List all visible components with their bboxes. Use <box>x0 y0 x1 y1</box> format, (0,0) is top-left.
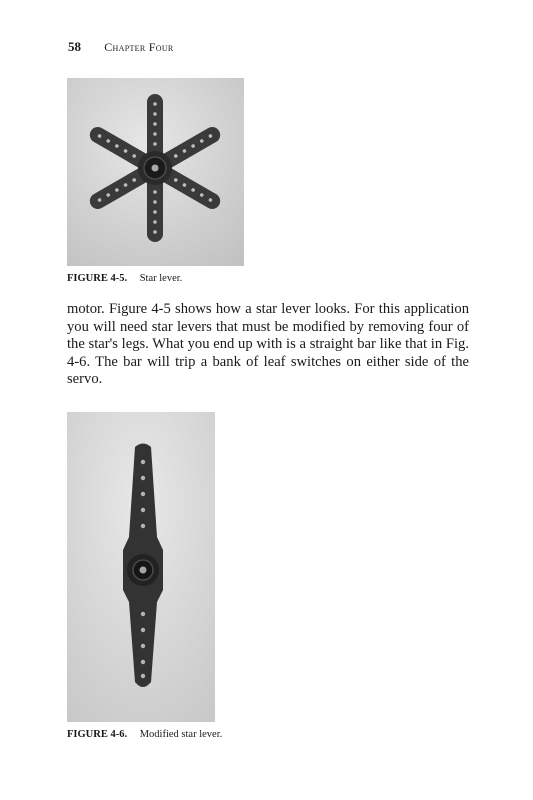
modified-star-lever-photo <box>67 412 215 722</box>
body-paragraph: motor. Figure 4-5 shows how a star lever looks. For this application you will need star levers that must be modified by removing four of the star's legs. What you end up with is a straight bar like that in Fig. 4-6. The bar will trip a bank of leaf switches on either side of the servo. <box>67 301 469 387</box>
figure-label: FIGURE 4-5. <box>67 273 128 284</box>
figure-caption-text: Star lever. <box>139 273 183 284</box>
star-lever-photo <box>67 78 244 266</box>
chapter-title: Chapter Four <box>104 40 174 54</box>
page-number: 58 <box>68 39 81 54</box>
figure-label: FIGURE 4-6. <box>67 729 128 740</box>
running-header <box>68 39 174 55</box>
figure-4-5-caption <box>67 273 182 284</box>
figure-4-6-caption <box>67 729 222 740</box>
figure-caption-text: Modified star lever. <box>139 729 223 740</box>
